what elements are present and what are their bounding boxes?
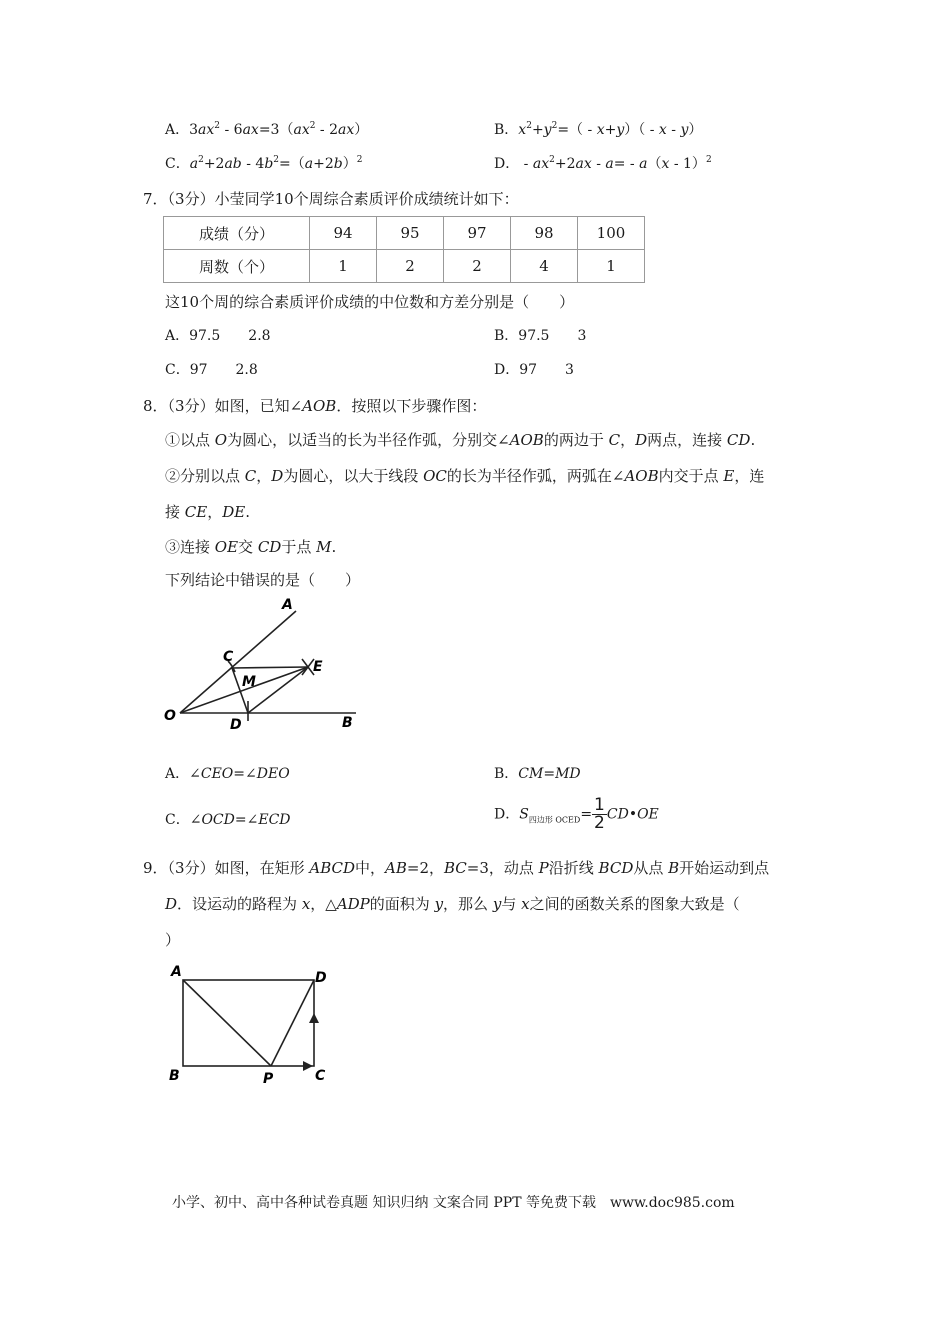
line-ce [232,667,308,668]
table-cell: 周数（个） [164,250,310,283]
label-a: A [171,964,182,980]
label-a: A [282,597,293,613]
table-row [164,217,645,250]
q7-option-b: B．97.5 3 [494,328,587,344]
rectangle-abcd [183,980,314,1066]
label-b: B [169,1068,180,1084]
arrow-right-icon [303,1061,313,1071]
label-c: C [223,649,234,665]
table-cell: 94 [310,217,377,250]
label-o: O [164,708,176,724]
q9-stem-line2: D．设运动的路程为 x，△ADP的面积为 y，那么 y与 x之间的函数关系的图象大致是（ [165,895,740,913]
arrow-up-icon [309,1013,319,1023]
q8-stem: 8．（3分）如图，已知∠AOB．按照以下步骤作图： [143,397,487,415]
q8-option-b: B．CM=MD [494,766,581,782]
q8-option-a: A．∠CEO=∠DEO [165,766,290,782]
q7-option-a: A．97.5 2.8 [165,328,271,344]
q9-rectangle-figure [165,960,345,1090]
q6-option-c: C．$a^2+2ab - 4b^2=(a+2b)^2$ [165,155,363,172]
label-p: P [263,1071,274,1087]
label-b: B [342,715,353,731]
ray-oa [180,611,296,713]
q8-geometry-figure [160,595,370,740]
table-cell: 98 [511,217,578,250]
table-cell: 100 [578,217,645,250]
q7-question: 这10个周的综合素质评价成绩的中位数和方差分别是（ ） [165,293,575,311]
label-m: M [242,674,256,690]
q8-step2-continued: 接 CE，DE. [165,503,250,521]
q8-question: 下列结论中错误的是（ ） [165,571,361,589]
q8-step1: ①以点 O为圆心，以适当的长为半径作弧，分别交∠AOB的两边于 C，D两点，连接 CD. [165,431,756,449]
table-cell: 1 [310,250,377,283]
fraction-one-half: $\frac{1}{2}$ [594,795,605,833]
table-cell: 4 [511,250,578,283]
table-cell: 2 [377,250,444,283]
score-table [163,216,645,283]
q8-option-d: D．$S_{四边形 OCED}=$ $\frac{1}{2}$ CD•OE [494,795,659,833]
q7-option-d: D．97 3 [494,362,574,378]
q8-option-c: C．∠OCD=∠ECD [165,812,291,828]
label-e: E [313,659,323,675]
line-de [248,667,308,713]
table-cell: 2 [444,250,511,283]
label-d: D [315,970,327,986]
q6-option-b: B．$x^2+y^2=( - x+y)( - x - y)$ [494,121,703,138]
q6-option-d: D． - $ax^2+2ax - a= - a(x - 1)^2$ [494,155,712,172]
table-cell: 97 [444,217,511,250]
q8-step3: ③连接 OE交 CD于点 M. [165,538,337,556]
label-c: C [315,1068,326,1084]
label-d: D [230,717,242,733]
q9-stem-line3: ） [165,931,181,949]
q9-stem-line1: 9．（3分）如图，在矩形 ABCD中，AB=2，BC=3，动点 P沿折线 BCD从点 B开始运动到点 [143,859,770,877]
page-footer: 小学、初中、高中各种试卷真题 知识归纳 文案合同 PPT 等免费下载 www.doc985.com [172,1195,735,1211]
q7-stem: 7．（3分）小莹同学10个周综合素质评价成绩统计如下： [143,190,519,208]
q6-option-a: A．$3ax^2 - 6ax=3(ax^2 - 2ax)$ [165,121,369,138]
table-cell: 95 [377,217,444,250]
table-cell: 1 [578,250,645,283]
segment-dp [271,980,314,1066]
table-row [164,250,645,283]
table-cell: 成绩（分） [164,217,310,250]
q7-option-c: C．97 2.8 [165,362,258,378]
segment-ap [183,980,271,1066]
q8-step2: ②分别以点 C，D为圆心，以大于线段 OC的长为半径作弧，两弧在∠AOB内交于点 E，连 [165,467,765,485]
